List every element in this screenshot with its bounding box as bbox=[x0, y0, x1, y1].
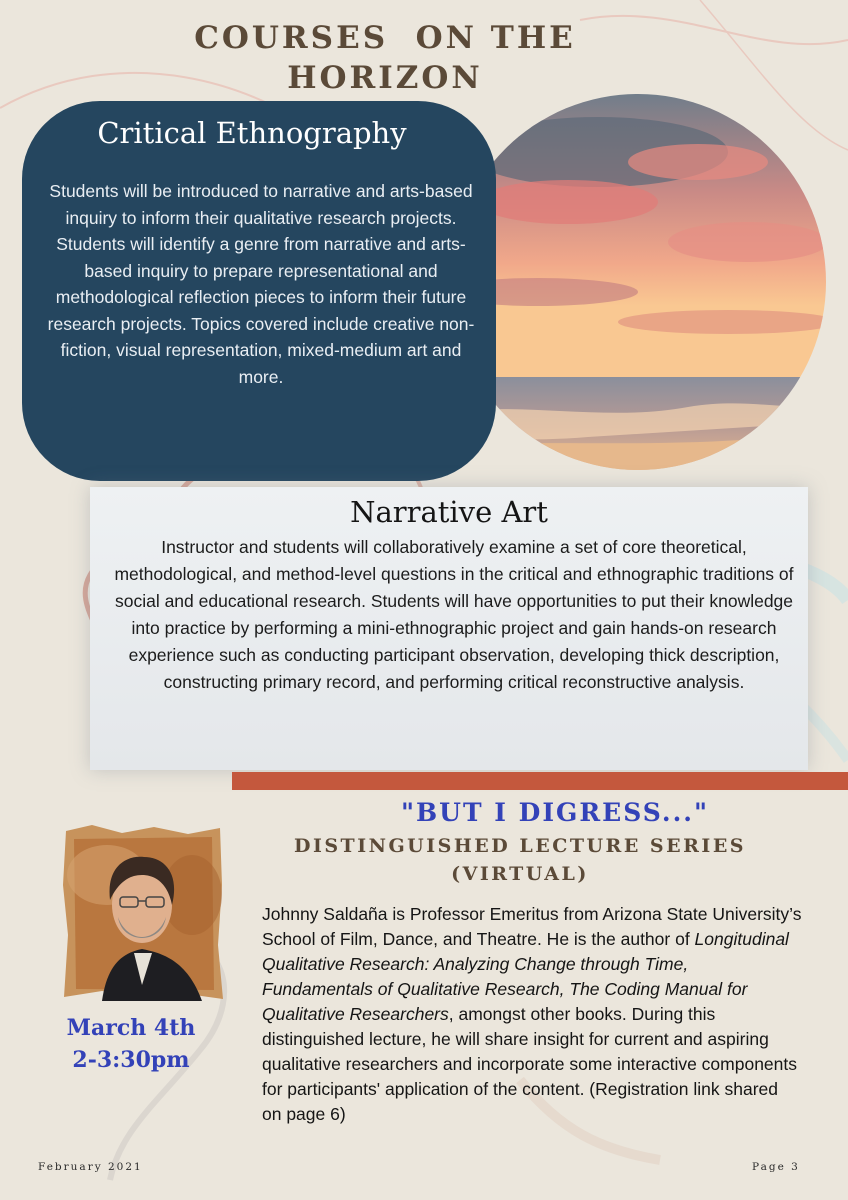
lecture-series-heading bbox=[240, 832, 800, 888]
lecture-time: 2-3:30pm bbox=[72, 1047, 190, 1073]
lecture-datetime bbox=[40, 1012, 222, 1076]
footer-page-number: Page 3 bbox=[752, 1161, 800, 1173]
lecture-series-line2: (VIRTUAL) bbox=[451, 863, 589, 885]
critical-ethnography-description: Students will be introduced to narrative and arts-based inquiry to inform their qualitative research projects. Students will identify a genre from narrative and arts-based inquiry to prepare representational and methodological reflection pieces to inform their future research projects. Topics covered include creative non-fiction, visual representation, mixed-medium art and more. bbox=[47, 181, 475, 387]
footer-date: February 2021 bbox=[38, 1161, 143, 1173]
narrative-art-description: Instructor and students will collaboratively examine a set of core theoretical, methodological, and method-level questions in the critical and ethnographic traditions of social and educational research. Students will have opportunities to put their knowledge into practice by performing a mini-ethnographic project and gain hands-on research experience such as conducting participant observation, developing thick description, constructing primary record, and performing critical reconstructive analysis. bbox=[114, 537, 794, 692]
page-heading bbox=[150, 18, 620, 98]
page-heading-line1: COURSES ON THE bbox=[194, 20, 576, 56]
critical-ethnography-title: Critical Ethnography bbox=[97, 116, 407, 150]
speaker-bio bbox=[262, 902, 802, 1127]
section-divider-bar bbox=[232, 772, 848, 790]
lecture-title-quote: "BUT I DIGRESS..." bbox=[400, 798, 710, 827]
speaker-bio-books: Longitudinal Qualitative Research: Analyzing Change through Time, Fundamentals of Qualitative Research, The Coding Manual for Qualitative Researchers bbox=[262, 929, 789, 1024]
lecture-date: March 4th bbox=[66, 1015, 196, 1041]
page-heading-line2: HORIZON bbox=[287, 60, 483, 96]
sunset-beach-image bbox=[448, 92, 828, 472]
speaker-bio-rest: , amongst other books. During this distinguished lecture, he will share insight for current and aspiring qualitative researchers and incorporate some interactive components for participants' application of the content. (Registration link shared on page 6) bbox=[262, 1004, 798, 1124]
lecture-series-line1: DISTINGUISHED LECTURE SERIES bbox=[293, 835, 747, 857]
narrative-art-title: Narrative Art bbox=[350, 495, 548, 529]
speaker-bio-intro: Johnny Saldaña is Professor Emeritus from Arizona State University’s School of Film, Dance, and Theatre. He is the author of bbox=[262, 904, 802, 949]
speaker-photo bbox=[62, 825, 224, 1001]
